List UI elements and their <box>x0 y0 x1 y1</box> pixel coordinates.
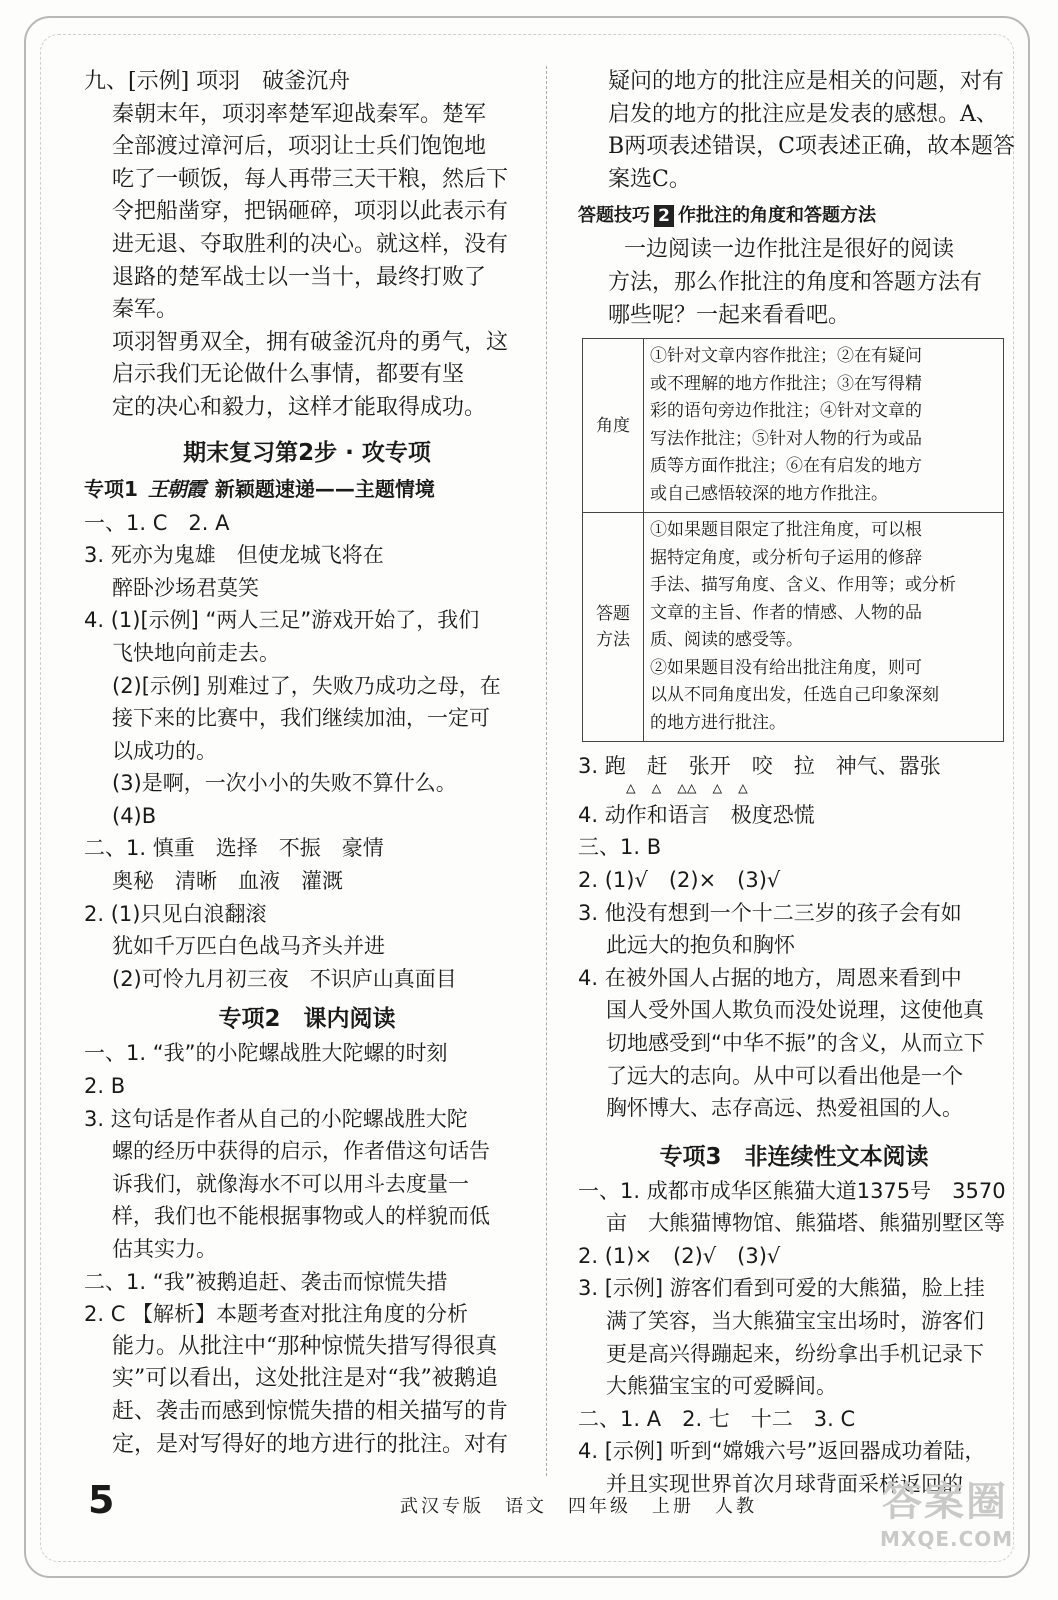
answer-line: 4. (1)[示例] “两人三足”游戏开始了，我们 <box>84 608 480 633</box>
answer-line: 4. 在被外国人占据的地方，周恩来看到中 <box>578 965 962 990</box>
annotation-table <box>582 338 1004 742</box>
answer-line: 一、1. “我”的小陀螺战胜大陀螺的时刻 <box>84 1041 448 1066</box>
table-cell-line: 的地方进行批注。 <box>650 712 786 733</box>
left-column <box>84 66 530 1461</box>
emphasis-marks: △ △ △△ △ △ <box>626 777 748 797</box>
answer-line: 秦军。 <box>112 297 179 323</box>
answer-line: 赶、袭击而感到惊慌失措的相关描写的肯 <box>112 1398 509 1424</box>
answer-line: 2. (1)只见白浪翻滚 <box>84 901 267 926</box>
answer-line: (2)[示例] 别难过了，失败乃成功之母，在 <box>112 673 501 698</box>
answer-line: 此远大的抱负和胸怀 <box>606 933 795 958</box>
answer-line: 2. (1)× (2)√ (3)√ <box>578 1243 781 1268</box>
table-cell-line: ①针对文章内容作批注；②在有疑问 <box>650 346 922 367</box>
right-column <box>578 66 1016 1501</box>
method-label-line: 方法 <box>596 630 630 651</box>
answer-line: 全部渡过漳河后，项羽让士兵们饱饱地 <box>112 134 487 160</box>
answer-line: 醉卧沙场君莫笑 <box>112 575 259 600</box>
answer-line: 启发的地方的批注应是发表的感想。A、 <box>608 101 998 127</box>
answer-line: 大熊猫宝宝的可爱瞬间。 <box>606 1374 837 1399</box>
table-cell-line: ②如果题目没有给出批注角度，则可 <box>650 657 922 678</box>
answer-line: 3. 跑 赶 张开 咬 拉 神气、嚣张 <box>578 754 941 779</box>
intro-line: 哪些呢？一起来看看吧。 <box>608 302 851 328</box>
watermark-logo <box>880 1470 1014 1551</box>
answer-line: 疑问的地方的批注应是相关的问题，对有 <box>608 69 1005 94</box>
answer-line: 3. [示例] 游客们看到可爱的大熊猫，脸上挂 <box>578 1276 985 1301</box>
answer-line: 能力。从批注中“那种惊慌失措写得很真 <box>112 1333 498 1359</box>
answer-line: 满了笑容，当大熊猫宝宝出场时，游客们 <box>606 1309 984 1334</box>
angle-label: 角度 <box>583 339 644 513</box>
special-2-heading: 专项2 课内阅读 <box>218 1006 396 1033</box>
answer-line: 估其实力。 <box>112 1237 217 1261</box>
answer-line: 项羽智勇双全，拥有破釜沉舟的勇气，这 <box>112 329 509 355</box>
tech-label: 答题技巧 <box>578 205 650 227</box>
answer-line: B两项表述错误，C项表述正确，故本题答 <box>608 134 1016 160</box>
watermark-text: 答案圈 <box>882 1479 1008 1525</box>
table-cell-line: 以从不同角度出发，任选自己印象深刻 <box>650 685 939 706</box>
answer-line: 胸怀博大、志存高远、热爱祖国的人。 <box>606 1096 963 1121</box>
answer-line: 2. (1)√ (2)× (3)√ <box>578 867 781 892</box>
footer-text: 武汉专版 语文 四年级 上册 人教 <box>400 1496 757 1517</box>
table-cell-line: 写法作批注；⑤针对人物的行为或品 <box>650 428 922 449</box>
answer-line: 定，是对写得好的地方进行的批注。对有 <box>112 1431 509 1457</box>
special-3-heading: 专项3 非连续性文本阅读 <box>659 1143 929 1170</box>
answer-line: 一、1. C 2. A <box>84 510 230 535</box>
special-1-title: 新颖题速递——主题情境 <box>214 476 435 501</box>
method-label <box>583 513 644 742</box>
tech-title: 作批注的角度和答题方法 <box>678 205 876 227</box>
answer-line: 样，我们也不能根据事物或人的样貌而低 <box>112 1204 490 1229</box>
answer-line: 诉我们，就像海水不可以用斗去度量一 <box>112 1171 469 1196</box>
answer-line: 4. [示例] 听到“嫦娥六号”返回器成功着陆， <box>578 1439 986 1464</box>
answer-line: 案选C。 <box>608 166 691 192</box>
tech-number-badge: 2 <box>654 205 674 227</box>
answer-line: 接下来的比赛中，我们继续加油，一定可 <box>112 706 490 731</box>
answer-line: 亩 大熊猫博物馆、熊猫塔、熊猫别墅区等 <box>606 1211 1005 1236</box>
answer-line: 螺的经历中获得的启示，作者借这句话告 <box>112 1139 490 1164</box>
answer-line: 以成功的。 <box>112 738 217 763</box>
answer-line: 退路的楚军战士以一当十，最终打败了 <box>112 264 487 290</box>
table-cell-line: 质等方面作批注；⑥在有启发的地方 <box>650 456 922 477</box>
table-cell-line: 手法、描写角度、含义、作用等；或分析 <box>650 575 956 596</box>
answer-line: 启示我们无论做什么事情，都要有坚 <box>112 362 465 388</box>
table-cell-line: 或自己感悟较深的地方作批注。 <box>650 483 888 504</box>
answer-line: 实”可以看出，这处批注是对“我”被鹅追 <box>112 1366 498 1392</box>
answer-line: 了远大的志向。从中可以看出他是一个 <box>606 1063 963 1088</box>
column-divider <box>546 66 547 1476</box>
author-signature: 王朝霞 <box>147 476 205 501</box>
section-title: 期末复习第2步 · 攻专项 <box>183 439 431 466</box>
answer-line: 二、1. A 2. 七 十二 3. C <box>578 1406 856 1431</box>
answer-line: 二、1. 慎重 选择 不振 豪情 <box>84 836 384 861</box>
answer-line: 2. B <box>84 1074 126 1099</box>
answer-line: (4)B <box>112 803 157 828</box>
answer-line: 切地感受到“中华不振”的含义，从而立下 <box>606 1030 985 1055</box>
answer-line: 九、[示例] 项羽 破釜沉舟 <box>84 69 351 94</box>
answer-line: 3. 这句话是作者从自己的小陀螺战胜大陀 <box>84 1106 468 1131</box>
answer-line: 犹如千万匹白色战马齐头并进 <box>112 934 385 959</box>
answer-line: 秦朝末年，项羽率楚军迎战秦军。楚军 <box>112 101 487 127</box>
table-cell-line: 文章的主旨、作者的情感、人物的品 <box>650 602 922 623</box>
answer-line: (3)是啊，一次小小的失败不算什么。 <box>112 771 457 796</box>
table-row <box>583 339 1004 513</box>
angle-content <box>644 339 1004 513</box>
page-number: 5 <box>88 1478 115 1522</box>
answer-line: 2. C 【解析】本题考查对批注角度的分析 <box>84 1302 469 1327</box>
intro-line: 方法，那么作批注的角度和答题方法有 <box>608 269 983 295</box>
answer-line: 吃了一顿饭，每人再带三天干粮，然后下 <box>112 166 509 192</box>
table-cell-line: 或不理解的地方作批注；③在写得精 <box>650 373 922 394</box>
method-content <box>644 513 1004 742</box>
answer-line: 三、1. B <box>578 835 662 860</box>
answer-line: 令把船凿穿，把锅砸碎，项羽以此表示有 <box>112 199 509 225</box>
answer-line: 3. 他没有想到一个十二三岁的孩子会有如 <box>578 900 962 925</box>
special-1-prefix: 专项1 <box>84 476 138 501</box>
watermark-url: MXQE.COM <box>880 1527 1014 1551</box>
method-label-line: 答题 <box>596 604 630 625</box>
answer-line: 并且实现世界首次月球背面采样返回的 <box>606 1472 963 1497</box>
answer-line: 更是高兴得蹦起来，纷纷拿出手机记录下 <box>606 1341 984 1366</box>
table-cell-line: ①如果题目限定了批注角度，可以根 <box>650 520 922 541</box>
special-1-heading <box>84 471 530 507</box>
answer-line: 定的决心和毅力，这样才能取得成功。 <box>112 394 487 420</box>
answer-line: 进无退、夺取胜利的决心。就这样，没有 <box>112 231 509 257</box>
table-cell-line: 质、阅读的感受等。 <box>650 630 803 651</box>
answer-line: 4. 动作和语言 极度恐慌 <box>578 802 815 827</box>
intro-line: 一边阅读一边作批注是很好的阅读 <box>624 237 955 263</box>
answer-line: (2)可怜九月初三夜 不识庐山真面目 <box>112 966 457 991</box>
answer-line: 飞快地向前走去。 <box>112 640 280 665</box>
answer-line: 3. 死亦为鬼雄 但使龙城飞将在 <box>84 543 384 568</box>
answer-line: 二、1. “我”被鹅追赶、袭击而惊慌失措 <box>84 1269 448 1294</box>
table-row <box>583 513 1004 742</box>
table-cell-line: 据特定角度，或分析句子运用的修辞 <box>650 547 922 568</box>
answer-line: 国人受外国人欺负而没处说理，这使他真 <box>606 998 984 1023</box>
tech-heading <box>578 198 1010 234</box>
answer-line: 一、1. 成都市成华区熊猫大道1375号 3570 <box>578 1178 1006 1203</box>
table-cell-line: 彩的语句旁边作批注；④针对文章的 <box>650 401 922 422</box>
answer-line: 奥秘 清晰 血液 灌溉 <box>112 869 343 894</box>
